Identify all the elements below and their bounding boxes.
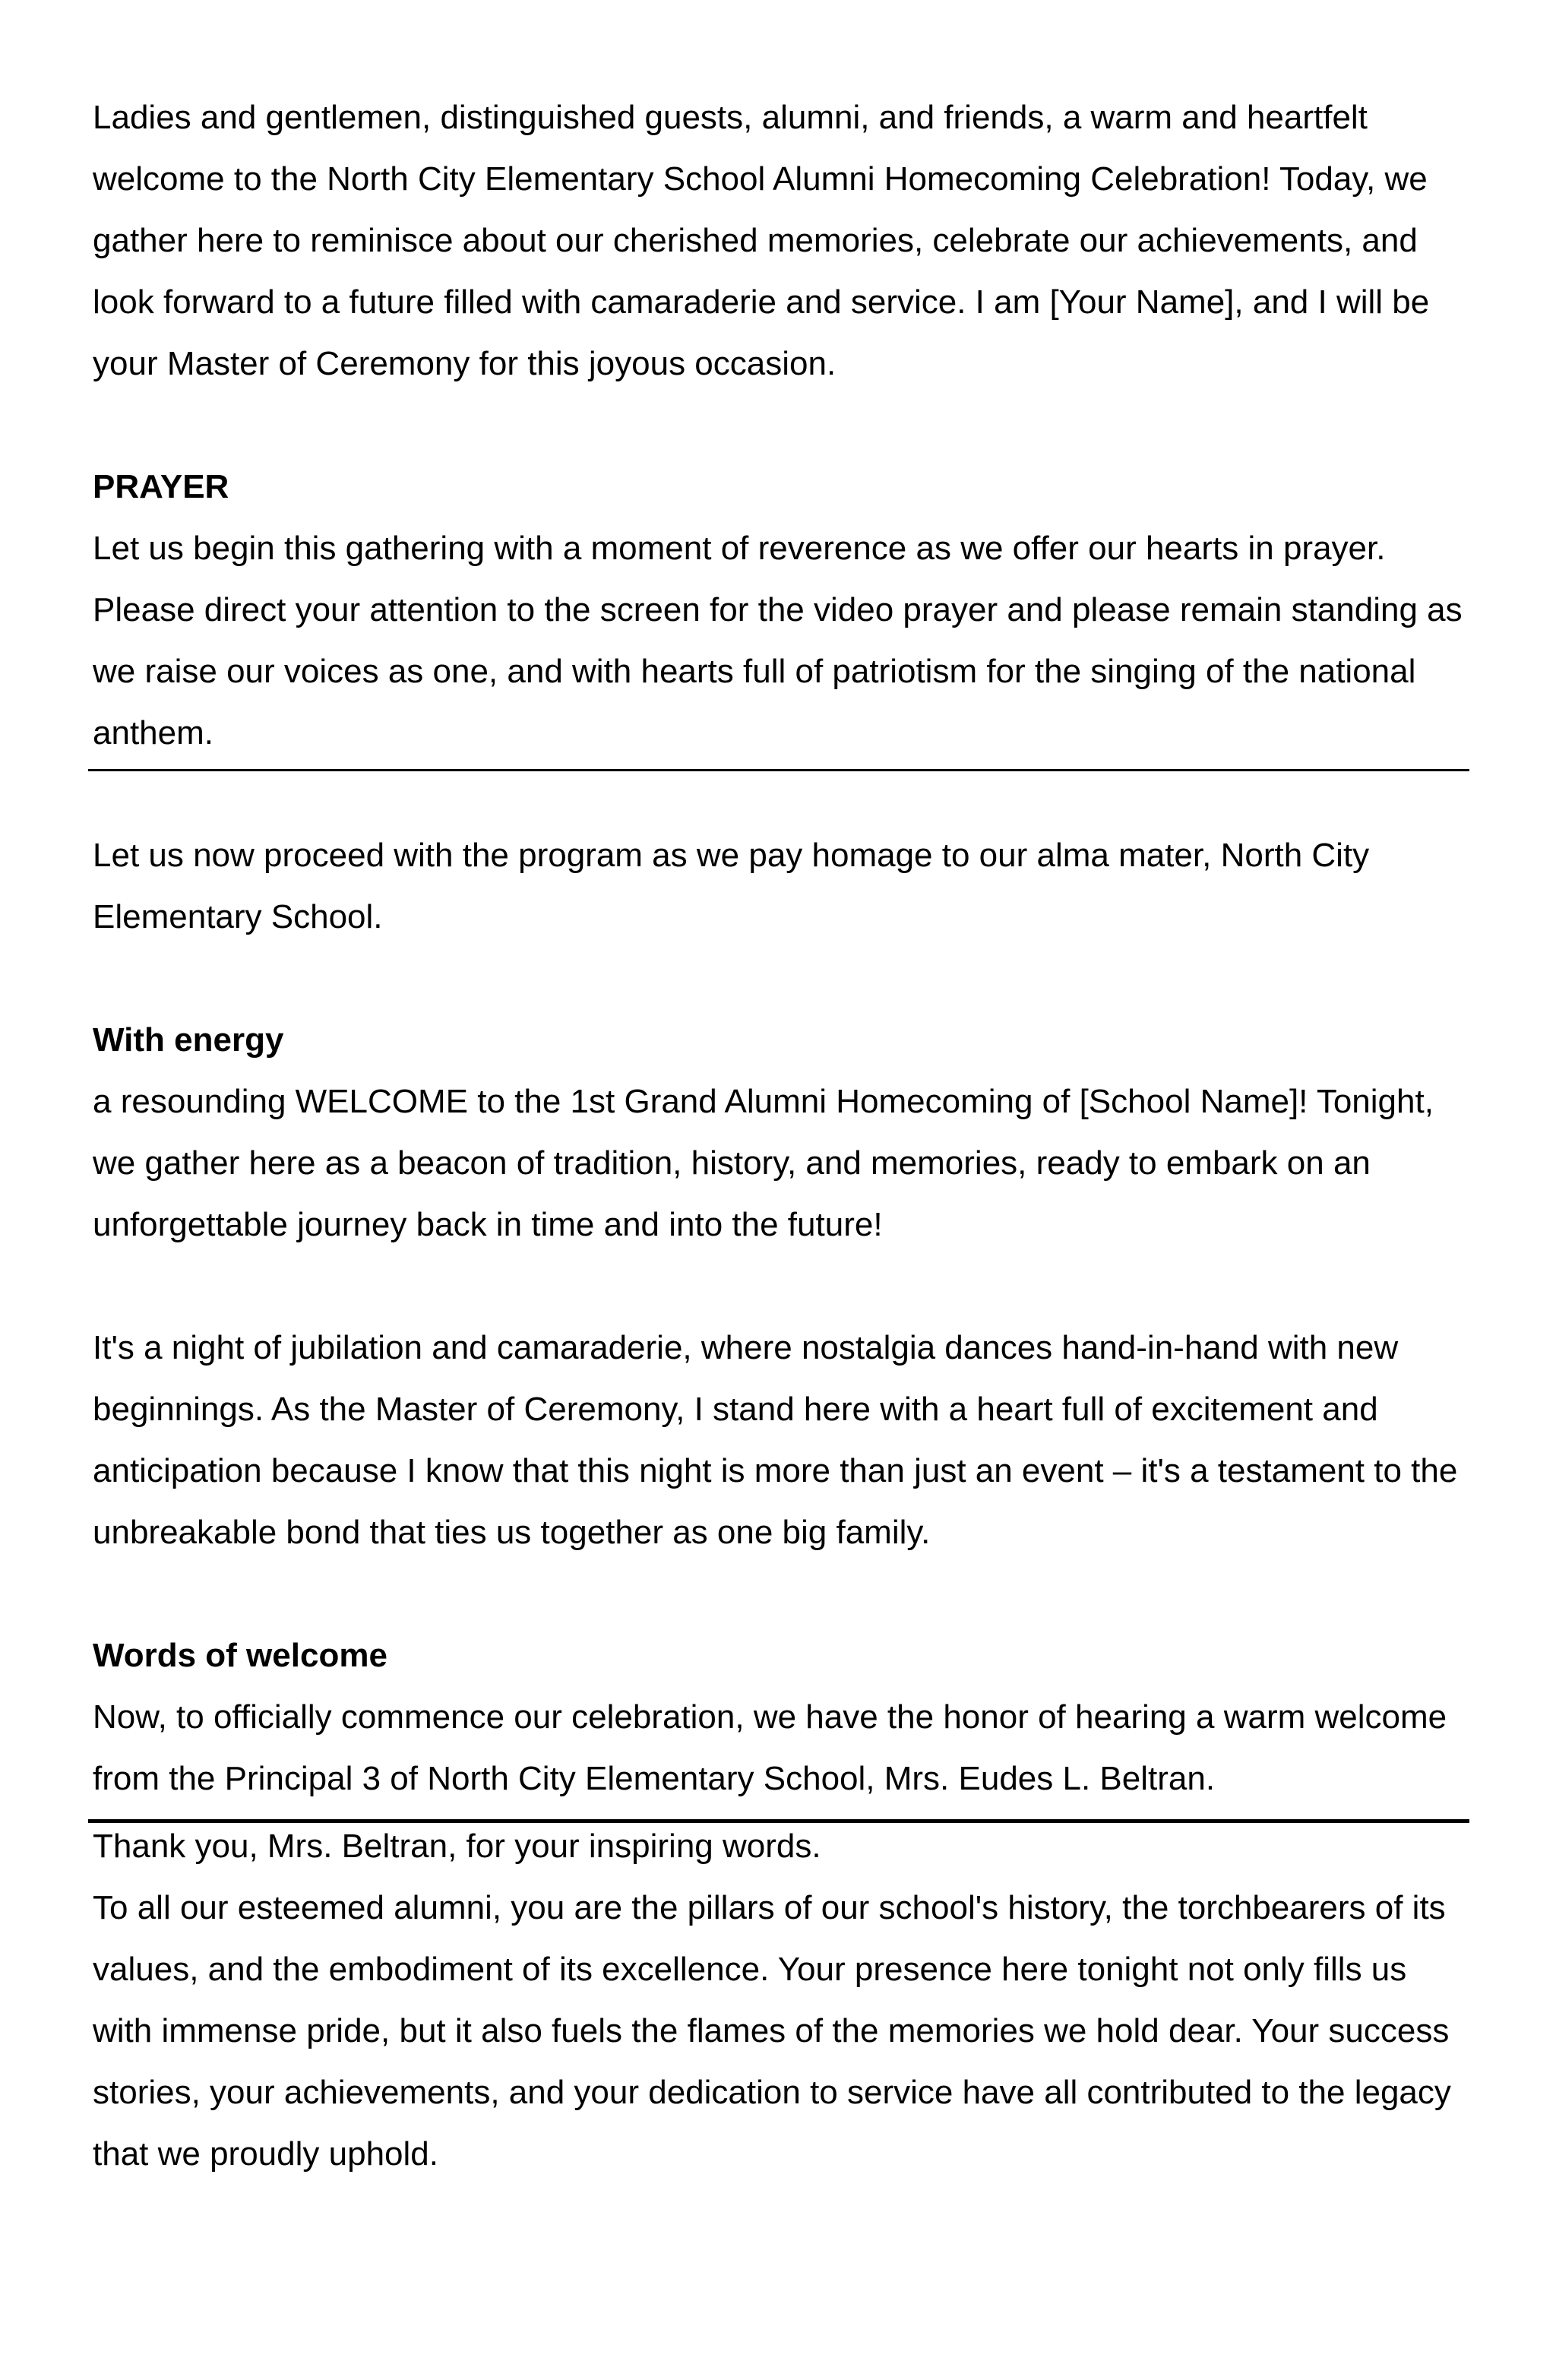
jubilation-paragraph: It's a night of jubilation and camaraderie, where nostalgia dances hand-in-hand with new beginnings. As the Master of Ceremony, I stand here with a heart full of excitement and anticipation because I know that this night is more than just an event – it's a testament to the unbreakable bond that ties us together as one big family.: [93, 1329, 1458, 1551]
proceed-paragraph: Let us now proceed with the program as we pay homage to our alma mater, North City Elementary School.: [93, 837, 1370, 935]
prayer-paragraph: Let us begin this gathering with a moment of reverence as we offer our hearts in prayer. Please direct your attention to the screen for the video prayer and please remain standing as we raise our voices as one, and with hearts full of patriotism for the singing of the national anthem.: [93, 530, 1463, 752]
alumni-paragraph: To all our esteemed alumni, you are the pillars of our school's history, the torchbearers of its values, and the embodiment of its excellence. Your presence here tonight not only fills us with immense pride, but it also fuels the flames of the memories we hold dear. Your success stories, your achievements, and your dedication to service have all contributed to the legacy that we proudly uphold.: [93, 1889, 1451, 2173]
horizontal-divider: [88, 769, 1469, 771]
energy-paragraph: a resounding WELCOME to the 1st Grand Alumni Homecoming of [School Name]! Tonight, we gather here as a beacon of tradition, history, and memories, ready to embark on an unforgettable journey back in time and into the future!: [93, 1083, 1434, 1243]
welcome-paragraph: Now, to officially commence our celebration, we have the honor of hearing a warm welcome from the Principal 3 of North City Elementary School, Mrs. Eudes L. Beltran.: [93, 1698, 1447, 1797]
intro-paragraph: Ladies and gentlemen, distinguished guests, alumni, and friends, a warm and heartfelt welcome to the North City Elementary School Alumni Homecoming Celebration! Today, we gather here to reminisce about our cherished memories, celebrate our achievements, and look forward to a future filled with camaraderie and service. I am [Your Name], and I will be your Master of Ceremony for this joyous occasion.: [93, 99, 1430, 382]
welcome-heading: Words of welcome: [93, 1637, 387, 1674]
paragraph-gap: [93, 1255, 1469, 1317]
document-middle-section: [93, 824, 1469, 1809]
paragraph-gap: [93, 394, 1469, 456]
document-bottom-section: [93, 1815, 1469, 2185]
paragraph-gap: [93, 1563, 1469, 1625]
document-top-section: [93, 87, 1469, 764]
thanks-paragraph: Thank you, Mrs. Beltran, for your inspiring words.: [93, 1828, 821, 1865]
paragraph-gap: [93, 948, 1469, 1009]
energy-heading: With energy: [93, 1021, 284, 1059]
prayer-heading: PRAYER: [93, 468, 229, 505]
